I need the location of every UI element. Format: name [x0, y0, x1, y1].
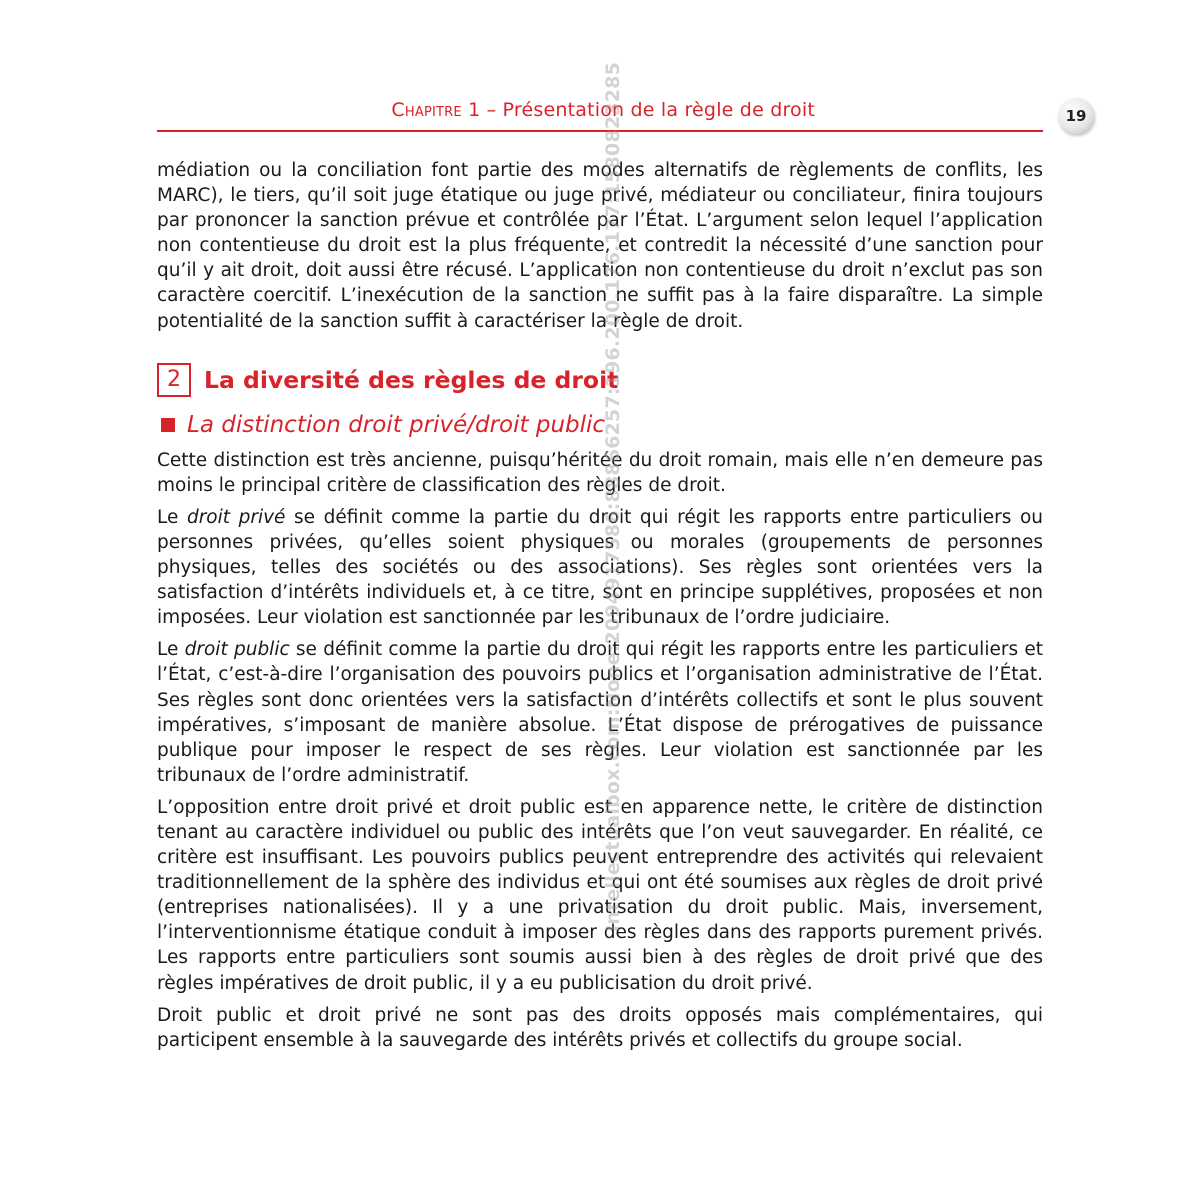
paragraph-text: se définit comme la partie du droit qui régit les rapports entre particuliers ou personnes privées, qu’elles soient physiques ou morales (groupements de personnes physiques, telles des sociétés ou des associations). Ses règles sont orientées vers la satisfaction d’intérêts individuels et, à ce titre, sont en principe supplétives, proposées et non imposées. Leur violation est sanctionnée par les tribunaux de l’ordre judiciaire. [157, 506, 1044, 629]
red-square-bullet-icon [161, 418, 175, 432]
paragraph-continuation: médiation ou la conciliation font partie des modes alternatifs de règlements de conflits, les MARC), le tiers, qu’il soit juge étatique ou juge privé, médiateur ou conciliateur, finira toujours par prononcer la sanction prévue et contrôlée par l’État. L’argument selon lequel l’application non contentieuse du droit est la plus fréquente, et contredit la nécessité d’une sanction pour qu’il y ait droit, doit aussi être récusé. L’application non contentieuse du droit n’exclut pas son caractère coercitif. L’inexécution de la sanction ne suffit pas à la faire disparaître. La simple potentialité de la sanction suffit à caractériser la règle de droit. [157, 160, 1043, 332]
term-droit-prive: droit privé [186, 506, 286, 528]
paragraph-distinction: Cette distinction est très ancienne, puisqu’héritée du droit romain, mais elle n’en demeure pas moins le principal critère de classification des règles de droit. [157, 449, 1043, 496]
chapter-label: Chapitre [391, 99, 462, 121]
page-number-badge: 19 [1058, 98, 1094, 134]
paragraph-opposition: L’opposition entre droit privé et droit public est en apparence nette, le critère de distinction tenant au caractère individuel ou public des intérêts que l’on veut sauvegarder. En réalité, ce critère est insuffisant. Les pouvoirs publics peuvent entreprendre des activités qui relevaient traditionnellement de la sphère des individus et qui ont été soumises aux règles de droit privé (entreprises nationalisées). Il y a une privatisation du droit public. Mais, inversement, l’interventionnisme étatique conduit à imposer des règles dans des rapports purement privés. Les rapports entre particuliers sont soumis aussi bien à des règles de droit privé que des règles impératives de droit public, il y a eu publicisation du droit privé. [157, 796, 1043, 994]
paragraph-lead: Le [157, 506, 187, 528]
subsection-title: La distinction droit privé/droit public [187, 411, 606, 438]
term-droit-public: droit public [184, 639, 290, 661]
paragraph-conclusion: Droit public et droit privé ne sont pas des droits opposés mais complémentaires, qui participent ensemble à la sauvegarde des intérêts privés et collectifs du groupe social. [157, 1004, 1043, 1051]
paragraph-text: se définit comme la partie du droit qui régit les rapports entre les particuliers et l’État, c’est-à-dire l’organisation des pouvoirs publics et l’organisation administrative de l’État. Ses règles sont donc orientées vers la satisfaction d’intérêts collectifs et sont le plus souvent impératives, s’imposant de manière absolue. L’État dispose de prérogatives de puissance publique pour imposer le respect de ses règles. Leur violation est sanctionnée par les tribunaux de l’ordre administratif. [157, 639, 1043, 786]
chapter-title: 1 – Présentation de la règle de droit [461, 99, 815, 121]
section-number-box: 2 [157, 363, 191, 397]
watermark-text: Intellectualbox.com:None:2094917586:88866257:196.200.176.177:1580823285 [602, 62, 624, 932]
section-title: La diversité des règles de droit [204, 365, 619, 394]
paragraph-lead: Le [157, 639, 185, 661]
vertical-watermark [600, 62, 626, 1092]
